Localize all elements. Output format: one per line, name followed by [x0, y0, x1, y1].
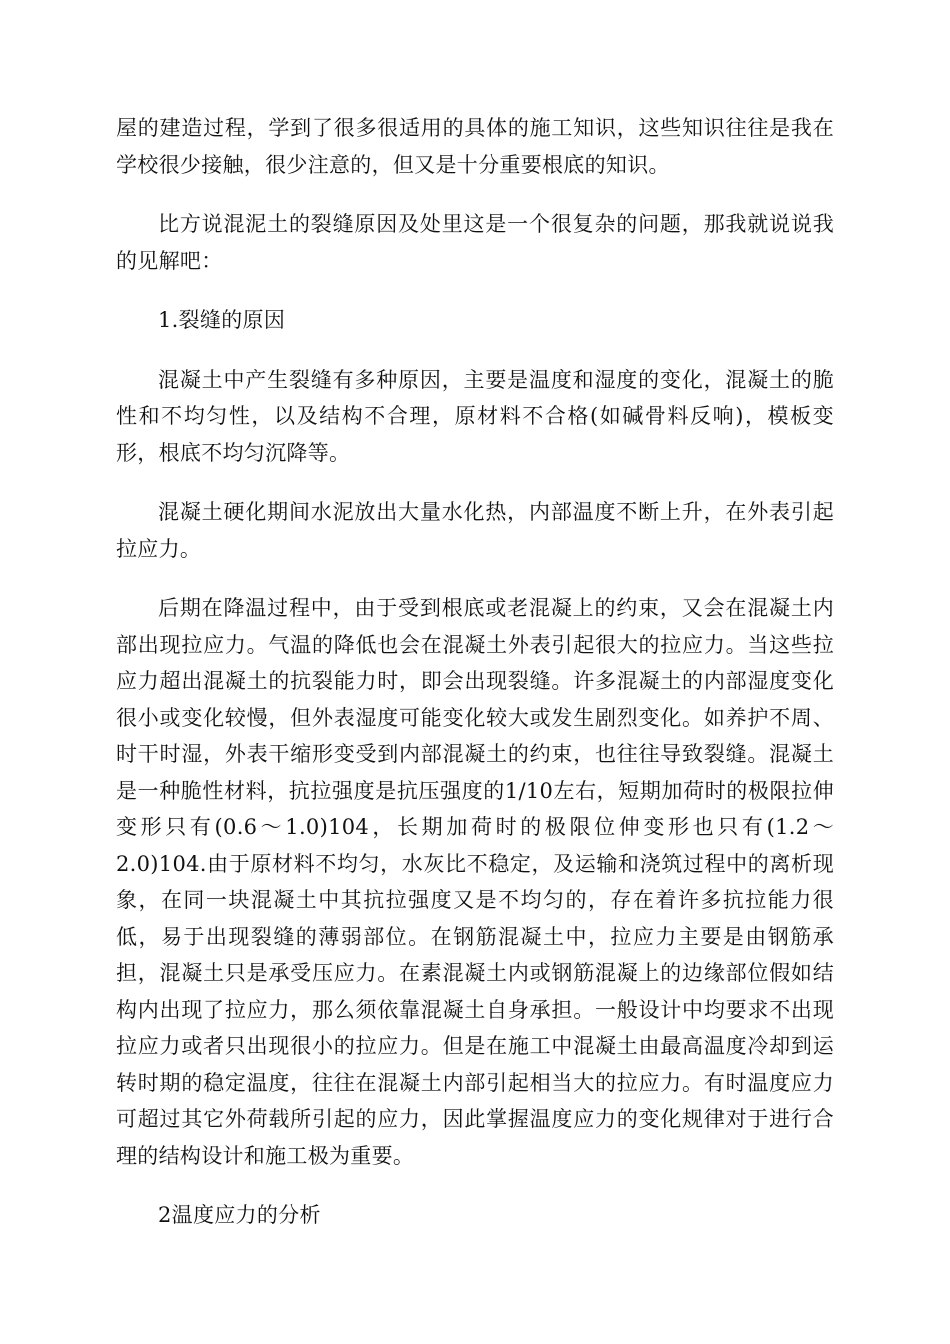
paragraph-intro: 比方说混泥土的裂缝原因及处里这是一个很复杂的问题，那我就说说我的见解吧：	[116, 212, 834, 273]
section-heading-2: 2温度应力的分析	[158, 1203, 321, 1227]
paragraph-continuation: 屋的建造过程，学到了很多很适用的具体的施工知识，这些知识往往是我在学校很少接触，很少注意的，但又是十分重要根底的知识。	[116, 116, 834, 177]
document-body	[116, 110, 834, 1257]
paragraph-hydration-heat: 混凝土硬化期间水泥放出大量水化热，内部温度不断上升，在外表引起拉应力。	[116, 500, 834, 561]
section-heading-1: 1.裂缝的原因	[158, 308, 286, 332]
paragraph-tensile-stress: 后期在降温过程中，由于受到根底或老混凝上的约束，又会在混凝土内部出现拉应力。气温的降低也会在混凝土外表引起很大的拉应力。当这些拉应力超出混凝土的抗裂能力时，即会出现裂缝。许多混凝土的内部湿度变化很小或变化较慢，但外表湿度可能变化较大或发生剧烈变化。如养护不周、时干时湿，外表干缩形变受到内部混凝土的约束，也往往导致裂缝。混凝土是一种脆性材料，抗拉强度是抗压强度的1/10左右，短期加荷时的极限拉伸变形只有(0.6～1.0)104，长期加荷时的极限位伸变形也只有(1.2～2.0)104.由于原材料不均匀，水灰比不稳定，及运输和浇筑过程中的离析现象，在同一块混凝土中其抗拉强度又是不均匀的，存在着许多抗拉能力很低，易于出现裂缝的薄弱部位。在钢筋混凝土中，拉应力主要是由钢筋承担，混凝土只是承受压应力。在素混凝土内或钢筋混凝上的边缘部位假如结构内出现了拉应力，那么须依靠混凝土自身承担。一般设计中均要求不出现拉应力或者只出现很小的拉应力。但是在施工中混凝土由最高温度冷却到运转时期的稳定温度，往往在混凝土内部引起相当大的拉应力。有时温度应力可超过其它外荷载所引起的应力，因此掌握温度应力的变化规律对于进行合理的结构设计和施工极为重要。	[116, 596, 834, 1168]
paragraph-causes: 混凝土中产生裂缝有多种原因，主要是温度和湿度的变化，混凝土的脆性和不均匀性，以及结构不合理，原材料不合格(如碱骨料反响)，模板变形，根底不均匀沉降等。	[116, 367, 834, 465]
